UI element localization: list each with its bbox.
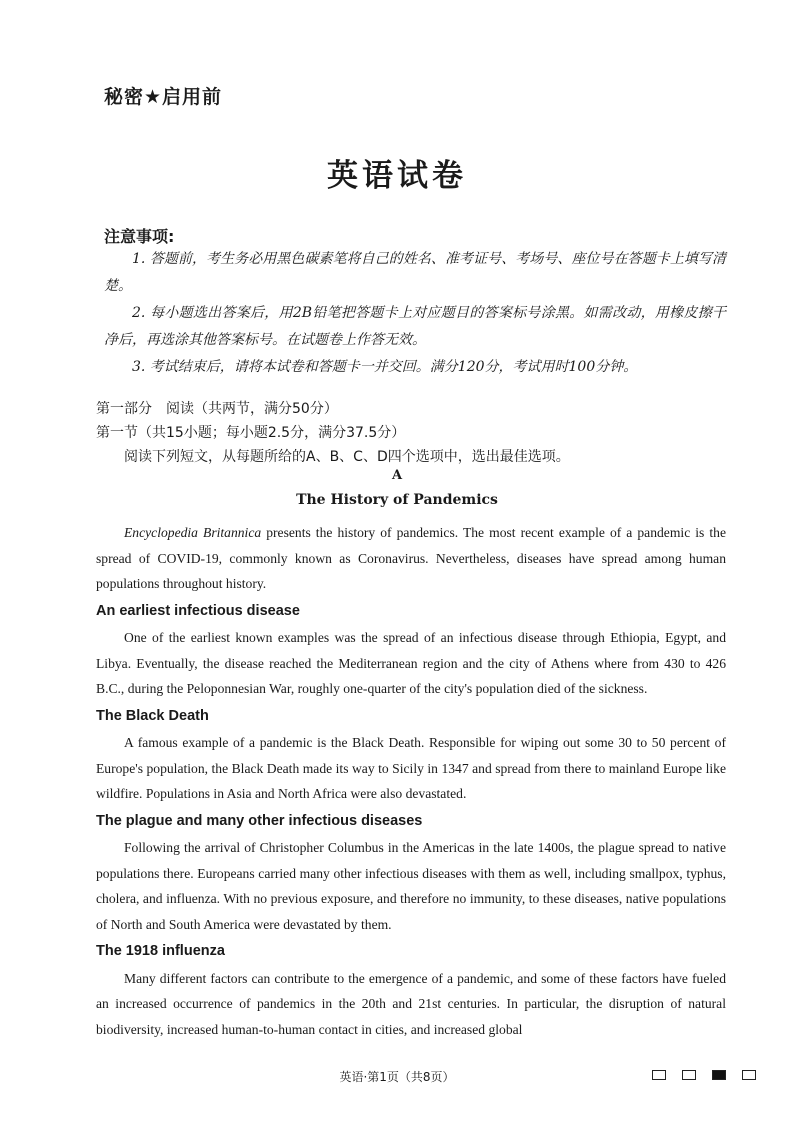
reading-instruction: 阅读下列短文，从每题所给的A、B、C、D四个选项中，选出最佳选项。 [124, 449, 570, 465]
passage-letter: A [391, 468, 403, 483]
page-mark-empty [652, 1070, 666, 1080]
passage-body [96, 520, 726, 1042]
section-heading: The Black Death [96, 707, 209, 724]
section-text: One of the earliest known examples was the spread of an infectious disease through Ethiopia, Egypt, and Libya. Eventually, the disease reached the Mediterranean region and the city of Athens where from 430 to 426 B.C., during the Peloponnesian War, roughly one-quarter of the city's population died of the sickness. [96, 630, 726, 696]
page-marks [652, 1070, 756, 1080]
part-heading: 第一部分 阅读（共两节，满分50分） [96, 401, 338, 417]
passage-intro [96, 520, 726, 597]
notice-list [104, 246, 726, 381]
notice-item: 1. 答题前，考生务必用黑色碳素笔将自己的姓名、准考证号、考场号、座位号在答题卡上填写清楚。 [104, 251, 726, 294]
intro-text: presents the history of pandemics. The most recent example of a pandemic is the spread of COVID-19, commonly known as Coronavirus. Nevertheless, diseases have spread among human populations throughout history. [96, 525, 726, 591]
section-text: A famous example of a pandemic is the Black Death. Responsible for wiping out some 30 to 50 percent of Europe's population, the Black Death made its way to Sicily in 1347 and spread from there to mainland Europe like wildfire. Populations in Asia and North Africa were also devastated. [96, 735, 726, 801]
section-heading: An earliest infectious disease [96, 602, 300, 619]
section-heading: The plague and many other infectious diseases [96, 812, 423, 829]
page-mark-empty [682, 1070, 696, 1080]
section-heading: The 1918 influenza [96, 943, 225, 959]
passage-title: The History of Pandemics [296, 492, 498, 508]
confidential-label: 秘密★启用前 [104, 86, 223, 108]
page-mark-empty [742, 1070, 756, 1080]
page-footer: 英语·第1页（共8页） [339, 1070, 455, 1084]
subsection-heading: 第一节（共15小题；每小题2.5分，满分37.5分） [96, 425, 406, 441]
section-text: Many different factors can contribute to the emergence of a pandemic, and some of these factors have fueled an increased occurrence of pandemics in the 20th and 21st centuries. In particular, the disruption of natural biodiversity, increased human-to-human contact in cities, and increased global [96, 970, 726, 1037]
page-mark-filled [712, 1070, 726, 1080]
notice-item: 2. 每小题选出答案后，用2B铅笔把答题卡上对应题目的答案标号涂黑。如需改动，用橡皮擦干净后，再选涂其他答案标号。在试题卷上作答无效。 [104, 305, 726, 348]
notice-heading: 注意事项: [104, 227, 175, 246]
section-text: Following the arrival of Christopher Columbus in the Americas in the late 1400s, the plague spread to native populations there. Europeans carried many other infectious diseases with them as well, including smallpox, typhus, cholera, and influenza. With no previous exposure, and therefore no immunity, to these diseases, native populations of North and South America were devastated by them. [96, 840, 726, 932]
notice-item: 3. 考试结束后，请将本试卷和答题卡一并交回。满分120分，考试用时100分钟。 [132, 359, 638, 375]
source-name: Encyclopedia Britannica [124, 525, 262, 540]
exam-title: 英语试卷 [327, 158, 467, 194]
